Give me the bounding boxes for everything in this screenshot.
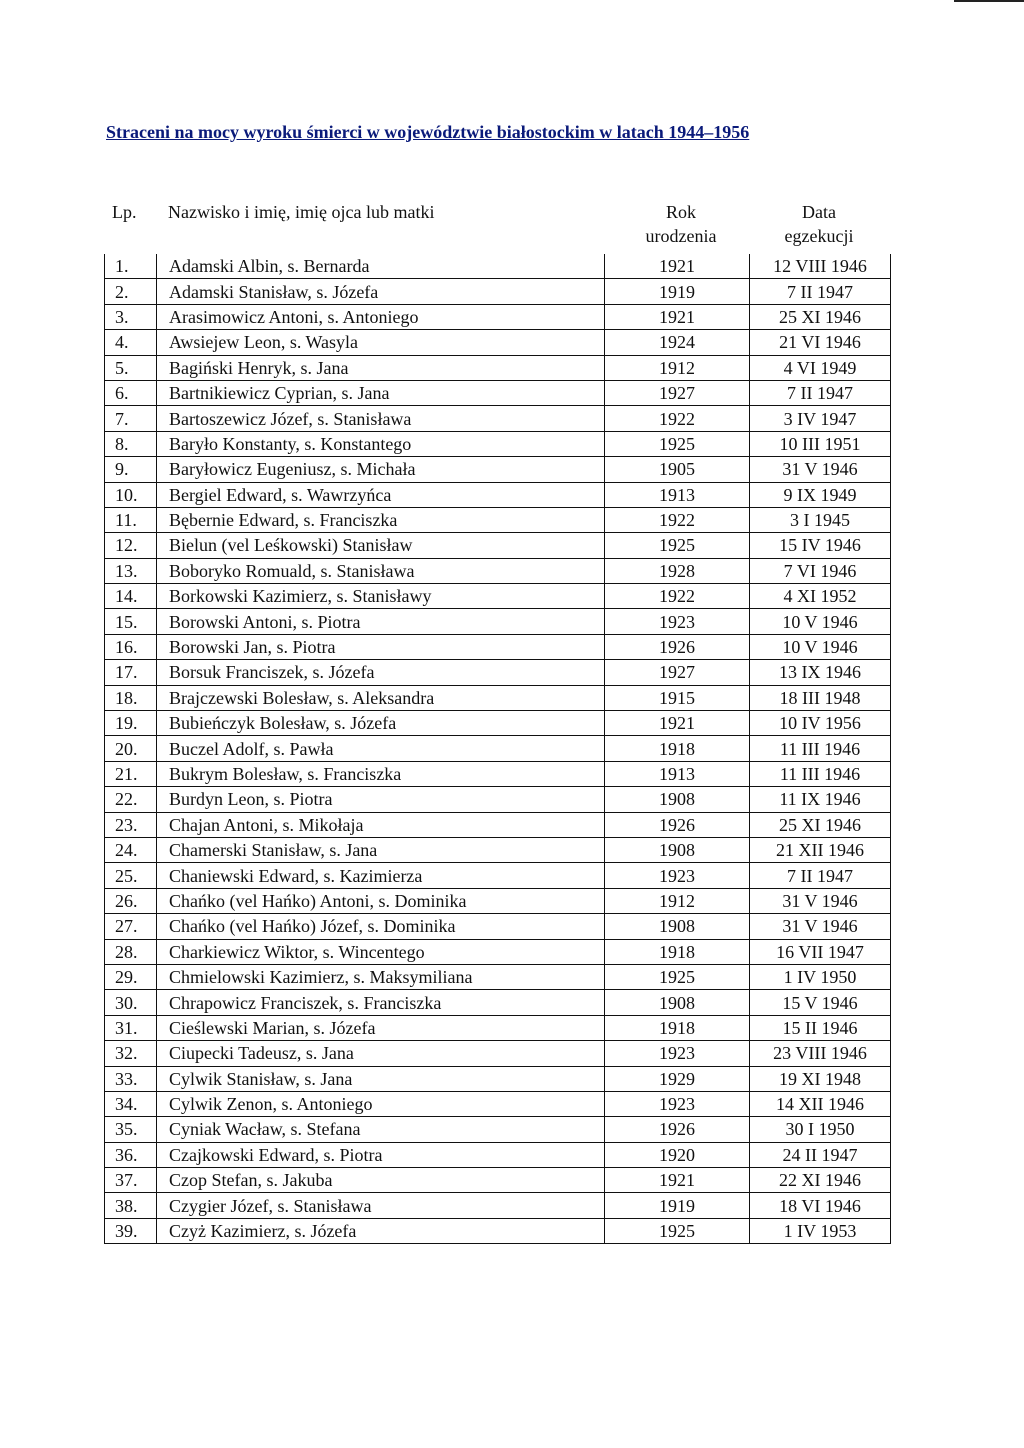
row-name: Charkiewicz Wiktor, s. Wincentego	[157, 939, 605, 964]
row-execution-date: 19 XI 1948	[750, 1066, 891, 1091]
row-execution-date: 23 VIII 1946	[750, 1041, 891, 1066]
table-row	[105, 1015, 891, 1040]
table-row	[105, 685, 891, 710]
row-birth-year: 1919	[605, 279, 750, 304]
header-name: Nazwisko i imię, imię ojca lub matki	[168, 202, 435, 222]
row-execution-date: 15 V 1946	[750, 990, 891, 1015]
table-row	[105, 787, 891, 812]
header-execution-date-line2: egzekucji	[784, 226, 854, 246]
row-execution-date: 11 IX 1946	[750, 787, 891, 812]
table-row	[105, 1168, 891, 1193]
row-birth-year: 1918	[605, 736, 750, 761]
table-row	[105, 1193, 891, 1218]
table-row	[105, 533, 891, 558]
row-execution-date: 12 VIII 1946	[750, 254, 891, 279]
row-execution-date: 24 II 1947	[750, 1142, 891, 1167]
row-execution-date: 10 V 1946	[750, 609, 891, 634]
table-row	[105, 634, 891, 659]
row-birth-year: 1915	[605, 685, 750, 710]
row-name: Bukrym Bolesław, s. Franciszka	[157, 761, 605, 786]
row-birth-year: 1925	[605, 431, 750, 456]
row-number: 21.	[105, 761, 157, 786]
row-birth-year: 1921	[605, 254, 750, 279]
table-row	[105, 660, 891, 685]
row-name: Chajan Antoni, s. Mikołaja	[157, 812, 605, 837]
table-row	[105, 1091, 891, 1116]
row-birth-year: 1918	[605, 1015, 750, 1040]
row-name: Burdyn Leon, s. Piotra	[157, 787, 605, 812]
row-number: 30.	[105, 990, 157, 1015]
row-number: 12.	[105, 533, 157, 558]
row-birth-year: 1922	[605, 584, 750, 609]
row-execution-date: 10 III 1951	[750, 431, 891, 456]
row-birth-year: 1926	[605, 812, 750, 837]
row-birth-year: 1919	[605, 1193, 750, 1218]
row-number: 19.	[105, 711, 157, 736]
table-row	[105, 914, 891, 939]
row-birth-year: 1920	[605, 1142, 750, 1167]
table-row	[105, 584, 891, 609]
row-number: 14.	[105, 584, 157, 609]
table-row	[105, 355, 891, 380]
row-number: 11.	[105, 507, 157, 532]
table-row	[105, 812, 891, 837]
row-execution-date: 21 VI 1946	[750, 330, 891, 355]
table-row	[105, 507, 891, 532]
row-name: Chamerski Stanisław, s. Jana	[157, 837, 605, 862]
row-name: Czop Stefan, s. Jakuba	[157, 1168, 605, 1193]
row-name: Borowski Jan, s. Piotra	[157, 634, 605, 659]
row-name: Ciupecki Tadeusz, s. Jana	[157, 1041, 605, 1066]
row-execution-date: 3 IV 1947	[750, 406, 891, 431]
row-name: Cyniak Wacław, s. Stefana	[157, 1117, 605, 1142]
row-execution-date: 11 III 1946	[750, 761, 891, 786]
table-row	[105, 457, 891, 482]
row-name: Awsiejew Leon, s. Wasyla	[157, 330, 605, 355]
row-number: 31.	[105, 1015, 157, 1040]
row-name: Baryło Konstanty, s. Konstantego	[157, 431, 605, 456]
table-row	[105, 380, 891, 405]
row-execution-date: 15 II 1946	[750, 1015, 891, 1040]
row-birth-year: 1921	[605, 304, 750, 329]
row-number: 17.	[105, 660, 157, 685]
row-execution-date: 1 IV 1953	[750, 1218, 891, 1243]
table-row	[105, 1041, 891, 1066]
table-row	[105, 888, 891, 913]
row-name: Bębernie Edward, s. Franciszka	[157, 507, 605, 532]
table-row	[105, 761, 891, 786]
row-name: Arasimowicz Antoni, s. Antoniego	[157, 304, 605, 329]
row-number: 9.	[105, 457, 157, 482]
document-title: Straceni na mocy wyroku śmierci w województwie białostockim w latach 1944–1956	[106, 122, 750, 142]
row-number: 23.	[105, 812, 157, 837]
row-number: 24.	[105, 837, 157, 862]
row-name: Buczel Adolf, s. Pawła	[157, 736, 605, 761]
table-row	[105, 837, 891, 862]
header-birth-year-line2: urodzenia	[645, 226, 717, 246]
table-row	[105, 330, 891, 355]
row-execution-date: 4 XI 1952	[750, 584, 891, 609]
row-birth-year: 1927	[605, 380, 750, 405]
row-number: 34.	[105, 1091, 157, 1116]
row-name: Brajczewski Bolesław, s. Aleksandra	[157, 685, 605, 710]
row-number: 37.	[105, 1168, 157, 1193]
row-name: Boboryko Romuald, s. Stanisława	[157, 558, 605, 583]
row-birth-year: 1913	[605, 482, 750, 507]
row-execution-date: 21 XII 1946	[750, 837, 891, 862]
row-execution-date: 30 I 1950	[750, 1117, 891, 1142]
row-number: 20.	[105, 736, 157, 761]
row-number: 4.	[105, 330, 157, 355]
row-name: Chańko (vel Hańko) Antoni, s. Dominika	[157, 888, 605, 913]
row-execution-date: 18 III 1948	[750, 685, 891, 710]
row-execution-date: 11 III 1946	[750, 736, 891, 761]
row-birth-year: 1921	[605, 1168, 750, 1193]
row-name: Bubieńczyk Bolesław, s. Józefa	[157, 711, 605, 736]
row-birth-year: 1925	[605, 1218, 750, 1243]
row-birth-year: 1921	[605, 711, 750, 736]
table-row	[105, 711, 891, 736]
row-birth-year: 1927	[605, 660, 750, 685]
row-number: 18.	[105, 685, 157, 710]
row-number: 5.	[105, 355, 157, 380]
row-name: Cylwik Stanisław, s. Jana	[157, 1066, 605, 1091]
row-name: Chrapowicz Franciszek, s. Franciszka	[157, 990, 605, 1015]
row-execution-date: 25 XI 1946	[750, 812, 891, 837]
row-birth-year: 1918	[605, 939, 750, 964]
row-execution-date: 15 IV 1946	[750, 533, 891, 558]
table-row	[105, 431, 891, 456]
header-execution-date-line1: Data	[802, 202, 836, 222]
row-birth-year: 1925	[605, 533, 750, 558]
row-name: Bergiel Edward, s. Wawrzyńca	[157, 482, 605, 507]
row-execution-date: 13 IX 1946	[750, 660, 891, 685]
row-birth-year: 1912	[605, 355, 750, 380]
row-execution-date: 31 V 1946	[750, 457, 891, 482]
row-birth-year: 1908	[605, 914, 750, 939]
row-number: 22.	[105, 787, 157, 812]
table-row	[105, 1218, 891, 1243]
row-birth-year: 1928	[605, 558, 750, 583]
table-row	[105, 736, 891, 761]
row-number: 13.	[105, 558, 157, 583]
table-row	[105, 406, 891, 431]
row-number: 25.	[105, 863, 157, 888]
row-name: Bagiński Henryk, s. Jana	[157, 355, 605, 380]
row-execution-date: 10 V 1946	[750, 634, 891, 659]
row-name: Czygier Józef, s. Stanisława	[157, 1193, 605, 1218]
row-number: 33.	[105, 1066, 157, 1091]
table-row	[105, 279, 891, 304]
table-header	[104, 200, 888, 252]
row-number: 28.	[105, 939, 157, 964]
row-execution-date: 7 II 1947	[750, 863, 891, 888]
row-execution-date: 31 V 1946	[750, 914, 891, 939]
row-name: Adamski Albin, s. Bernarda	[157, 254, 605, 279]
row-execution-date: 7 II 1947	[750, 380, 891, 405]
row-number: 35.	[105, 1117, 157, 1142]
row-name: Borowski Antoni, s. Piotra	[157, 609, 605, 634]
row-name: Bielun (vel Leśkowski) Stanisław	[157, 533, 605, 558]
row-number: 39.	[105, 1218, 157, 1243]
row-birth-year: 1922	[605, 507, 750, 532]
row-number: 10.	[105, 482, 157, 507]
row-execution-date: 16 VII 1947	[750, 939, 891, 964]
row-name: Cieślewski Marian, s. Józefa	[157, 1015, 605, 1040]
row-execution-date: 4 VI 1949	[750, 355, 891, 380]
row-number: 1.	[105, 254, 157, 279]
row-name: Czyż Kazimierz, s. Józefa	[157, 1218, 605, 1243]
row-execution-date: 10 IV 1956	[750, 711, 891, 736]
row-execution-date: 9 IX 1949	[750, 482, 891, 507]
row-number: 3.	[105, 304, 157, 329]
row-birth-year: 1924	[605, 330, 750, 355]
row-birth-year: 1908	[605, 787, 750, 812]
row-number: 7.	[105, 406, 157, 431]
table-row	[105, 990, 891, 1015]
row-execution-date: 22 XI 1946	[750, 1168, 891, 1193]
row-number: 26.	[105, 888, 157, 913]
row-name: Adamski Stanisław, s. Józefa	[157, 279, 605, 304]
table-row	[105, 304, 891, 329]
row-birth-year: 1923	[605, 1091, 750, 1116]
row-number: 6.	[105, 380, 157, 405]
corner-mark	[954, 0, 1024, 2]
row-birth-year: 1926	[605, 634, 750, 659]
row-execution-date: 7 II 1947	[750, 279, 891, 304]
header-lp: Lp.	[112, 202, 137, 222]
row-number: 16.	[105, 634, 157, 659]
row-birth-year: 1922	[605, 406, 750, 431]
row-number: 32.	[105, 1041, 157, 1066]
row-execution-date: 7 VI 1946	[750, 558, 891, 583]
row-birth-year: 1926	[605, 1117, 750, 1142]
header-birth-year-line1: Rok	[665, 202, 696, 222]
table-row	[105, 1066, 891, 1091]
row-name: Chaniewski Edward, s. Kazimierza	[157, 863, 605, 888]
table-row	[105, 863, 891, 888]
row-number: 8.	[105, 431, 157, 456]
table-row	[105, 254, 891, 279]
row-name: Borkowski Kazimierz, s. Stanisławy	[157, 584, 605, 609]
row-name: Chmielowski Kazimierz, s. Maksymiliana	[157, 964, 605, 989]
executions-table-body	[105, 254, 891, 1244]
row-birth-year: 1908	[605, 990, 750, 1015]
row-name: Bartoszewicz Józef, s. Stanisława	[157, 406, 605, 431]
executions-table	[104, 254, 891, 1244]
table-row	[105, 558, 891, 583]
row-number: 2.	[105, 279, 157, 304]
row-birth-year: 1905	[605, 457, 750, 482]
table-row	[105, 939, 891, 964]
row-number: 27.	[105, 914, 157, 939]
row-execution-date: 1 IV 1950	[750, 964, 891, 989]
row-number: 15.	[105, 609, 157, 634]
table-row	[105, 609, 891, 634]
row-birth-year: 1912	[605, 888, 750, 913]
row-birth-year: 1923	[605, 1041, 750, 1066]
row-execution-date: 31 V 1946	[750, 888, 891, 913]
row-name: Cylwik Zenon, s. Antoniego	[157, 1091, 605, 1116]
row-name: Bartnikiewicz Cyprian, s. Jana	[157, 380, 605, 405]
table-row	[105, 964, 891, 989]
row-execution-date: 3 I 1945	[750, 507, 891, 532]
row-execution-date: 18 VI 1946	[750, 1193, 891, 1218]
row-name: Baryłowicz Eugeniusz, s. Michała	[157, 457, 605, 482]
table-row	[105, 1117, 891, 1142]
row-birth-year: 1923	[605, 863, 750, 888]
row-birth-year: 1908	[605, 837, 750, 862]
row-number: 38.	[105, 1193, 157, 1218]
table-row	[105, 482, 891, 507]
row-execution-date: 25 XI 1946	[750, 304, 891, 329]
table-row	[105, 1142, 891, 1167]
row-number: 36.	[105, 1142, 157, 1167]
row-birth-year: 1923	[605, 609, 750, 634]
row-birth-year: 1913	[605, 761, 750, 786]
row-number: 29.	[105, 964, 157, 989]
row-name: Borsuk Franciszek, s. Józefa	[157, 660, 605, 685]
row-birth-year: 1929	[605, 1066, 750, 1091]
row-execution-date: 14 XII 1946	[750, 1091, 891, 1116]
row-name: Chańko (vel Hańko) Józef, s. Dominika	[157, 914, 605, 939]
row-birth-year: 1925	[605, 964, 750, 989]
row-name: Czajkowski Edward, s. Piotra	[157, 1142, 605, 1167]
